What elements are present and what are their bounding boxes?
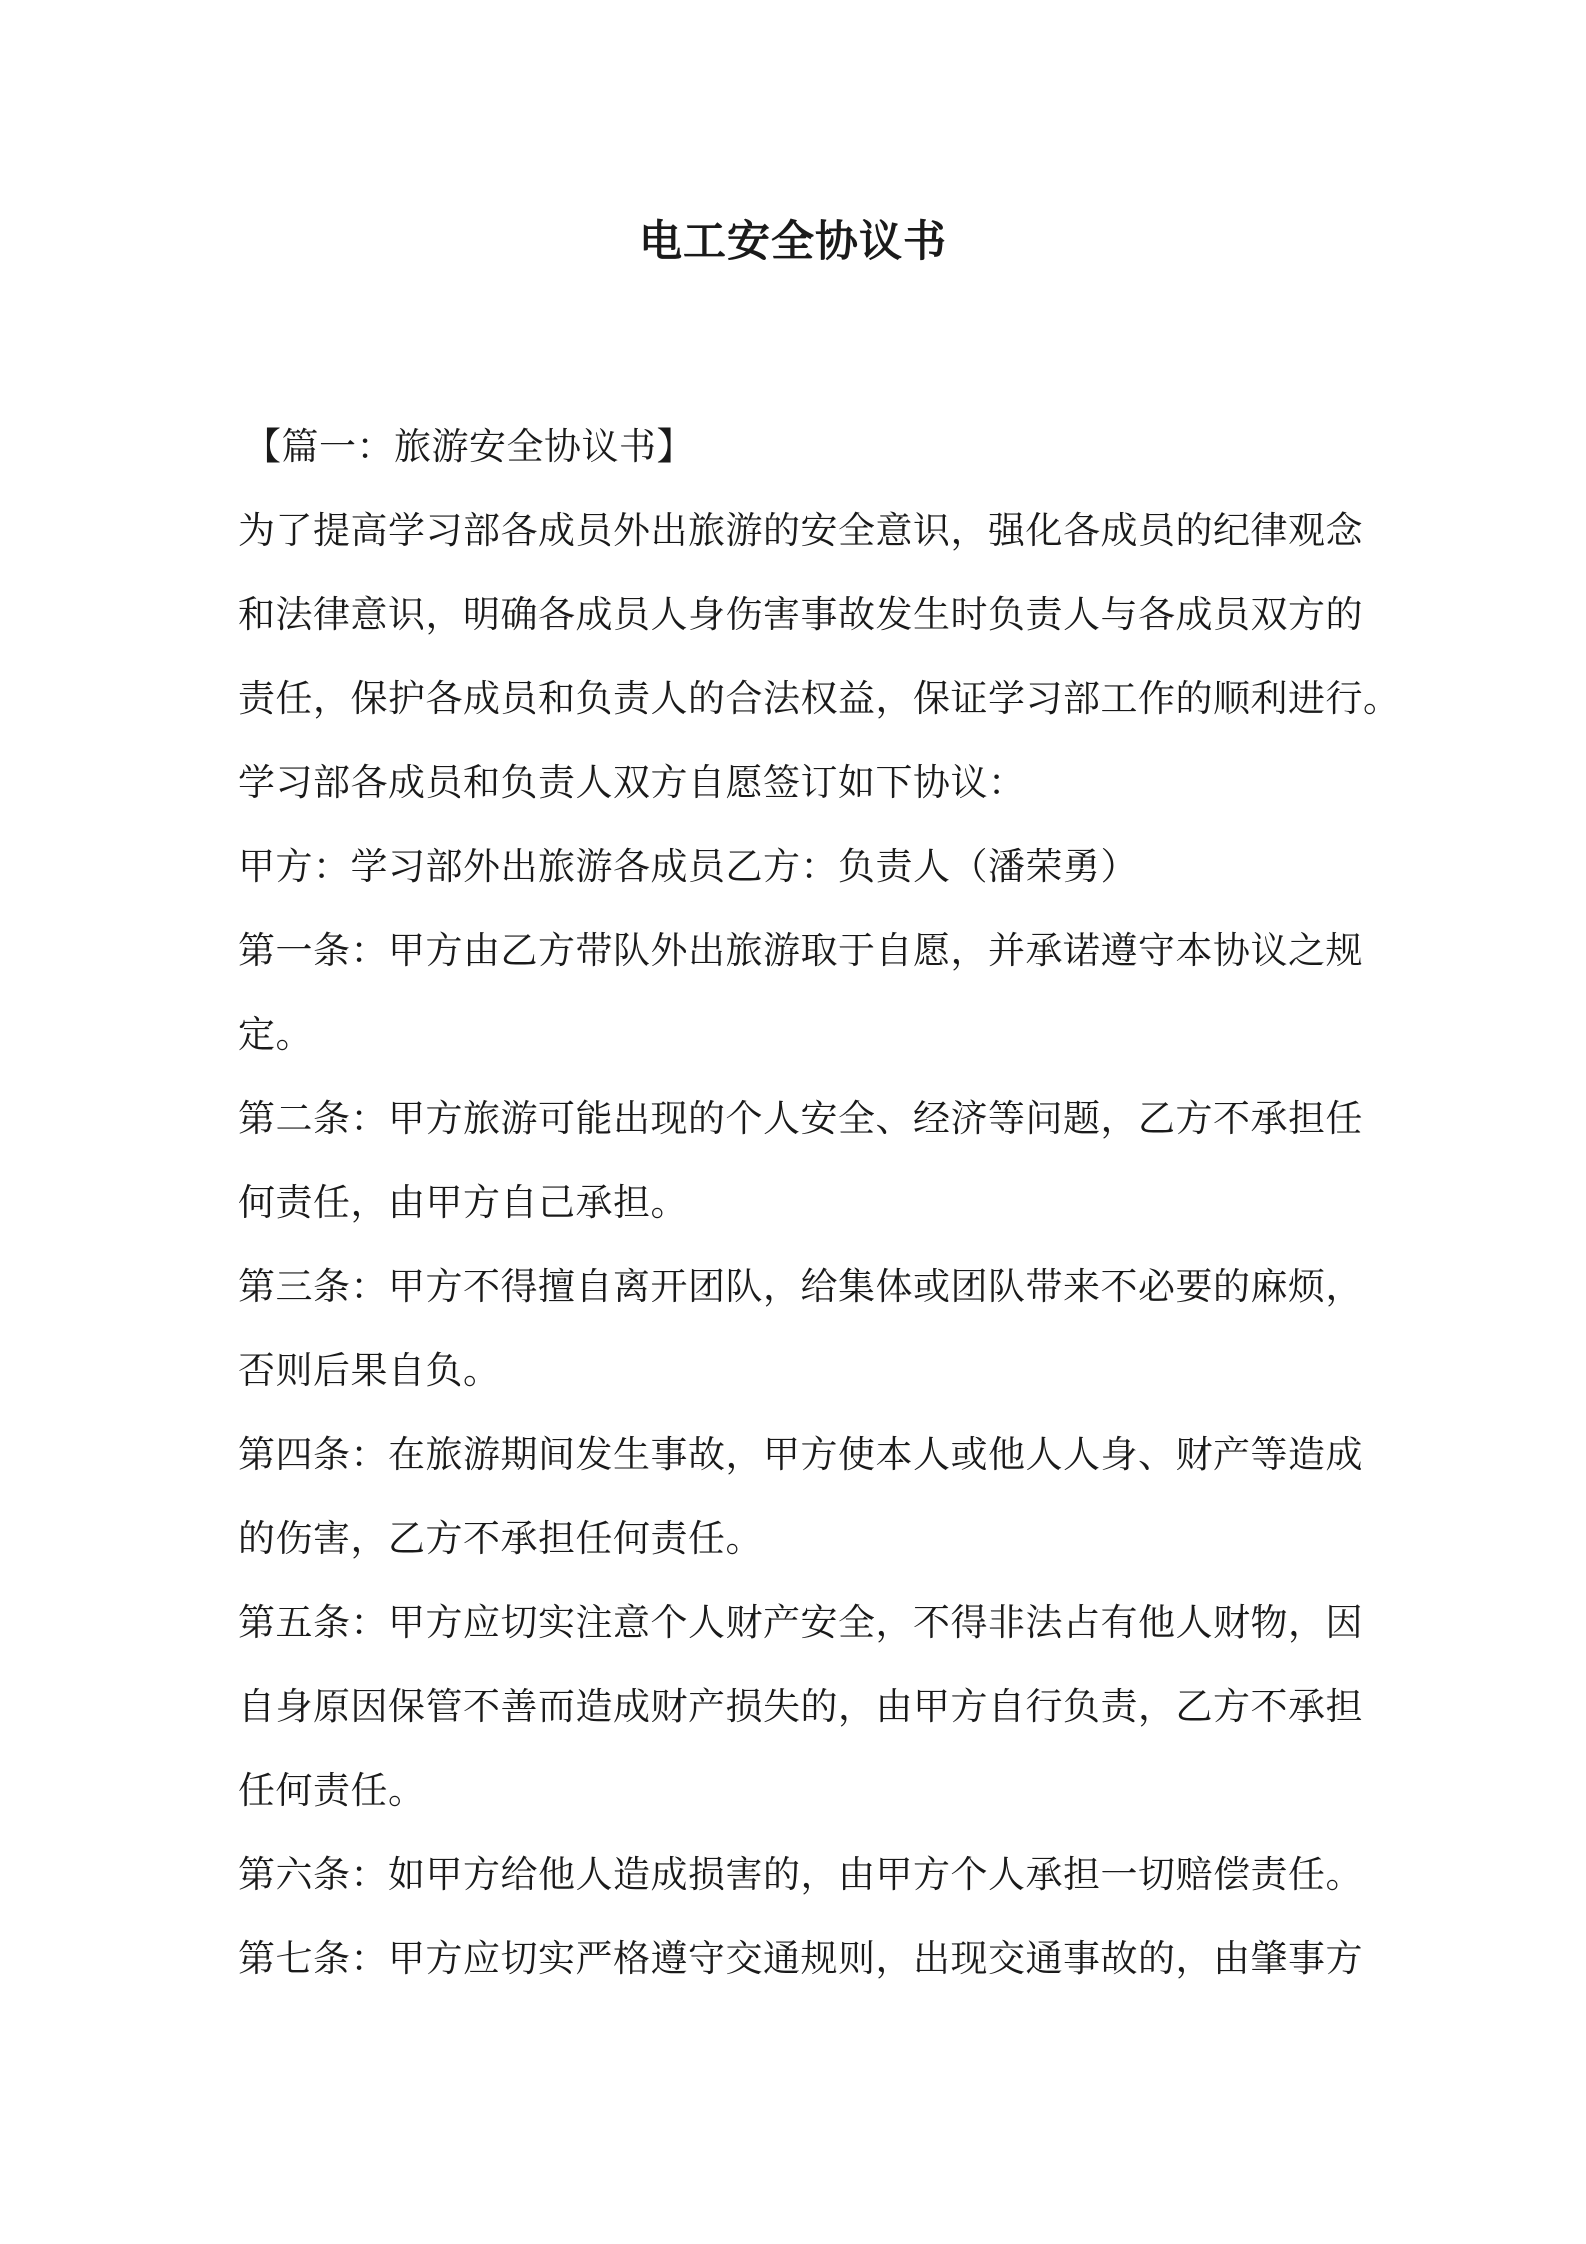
- article-line: 第五条：甲方应切实注意个人财产安全，不得非法占有他人财物，因: [238, 1601, 1363, 1644]
- section-heading: 【篇一：旅游安全协议书】: [244, 425, 694, 468]
- article-line: 第七条：甲方应切实严格遵守交通规则，出现交通事故的，由肇事方: [238, 1937, 1363, 1980]
- document-body: [238, 405, 1401, 2001]
- paragraph-line: 责任，保护各成员和负责人的合法权益，保证学习部工作的顺利进行。: [238, 677, 1401, 720]
- document-title: 电工安全协议书: [639, 217, 947, 267]
- article-line: 任何责任。: [238, 1769, 426, 1812]
- article-line: 第四条：在旅游期间发生事故，甲方使本人或他人人身、财产等造成: [238, 1433, 1363, 1476]
- paragraph-line: 学习部各成员和负责人双方自愿签订如下协议：: [238, 761, 1026, 804]
- article-line: 第二条：甲方旅游可能出现的个人安全、经济等问题，乙方不承担任: [238, 1097, 1363, 1140]
- article-line: 何责任，由甲方自己承担。: [238, 1181, 688, 1224]
- article-line: 第一条：甲方由乙方带队外出旅游取于自愿，并承诺遵守本协议之规: [238, 929, 1363, 972]
- paragraph-line: 为了提高学习部各成员外出旅游的安全意识，强化各成员的纪律观念: [238, 509, 1363, 552]
- article-line: 第六条：如甲方给他人造成损害的，由甲方个人承担一切赔偿责任。: [238, 1853, 1363, 1896]
- article-line: 自身原因保管不善而造成财产损失的，由甲方自行负责，乙方不承担: [238, 1685, 1363, 1728]
- article-line: 第三条：甲方不得擅自离开团队，给集体或团队带来不必要的麻烦，: [238, 1265, 1363, 1308]
- article-line: 定。: [238, 1013, 313, 1056]
- parties-line: 甲方：学习部外出旅游各成员乙方：负责人（潘荣勇）: [238, 845, 1138, 888]
- paragraph-line: 和法律意识，明确各成员人身伤害事故发生时负责人与各成员双方的: [238, 593, 1363, 636]
- article-line: 的伤害，乙方不承担任何责任。: [238, 1517, 763, 1560]
- article-line: 否则后果自负。: [238, 1349, 501, 1392]
